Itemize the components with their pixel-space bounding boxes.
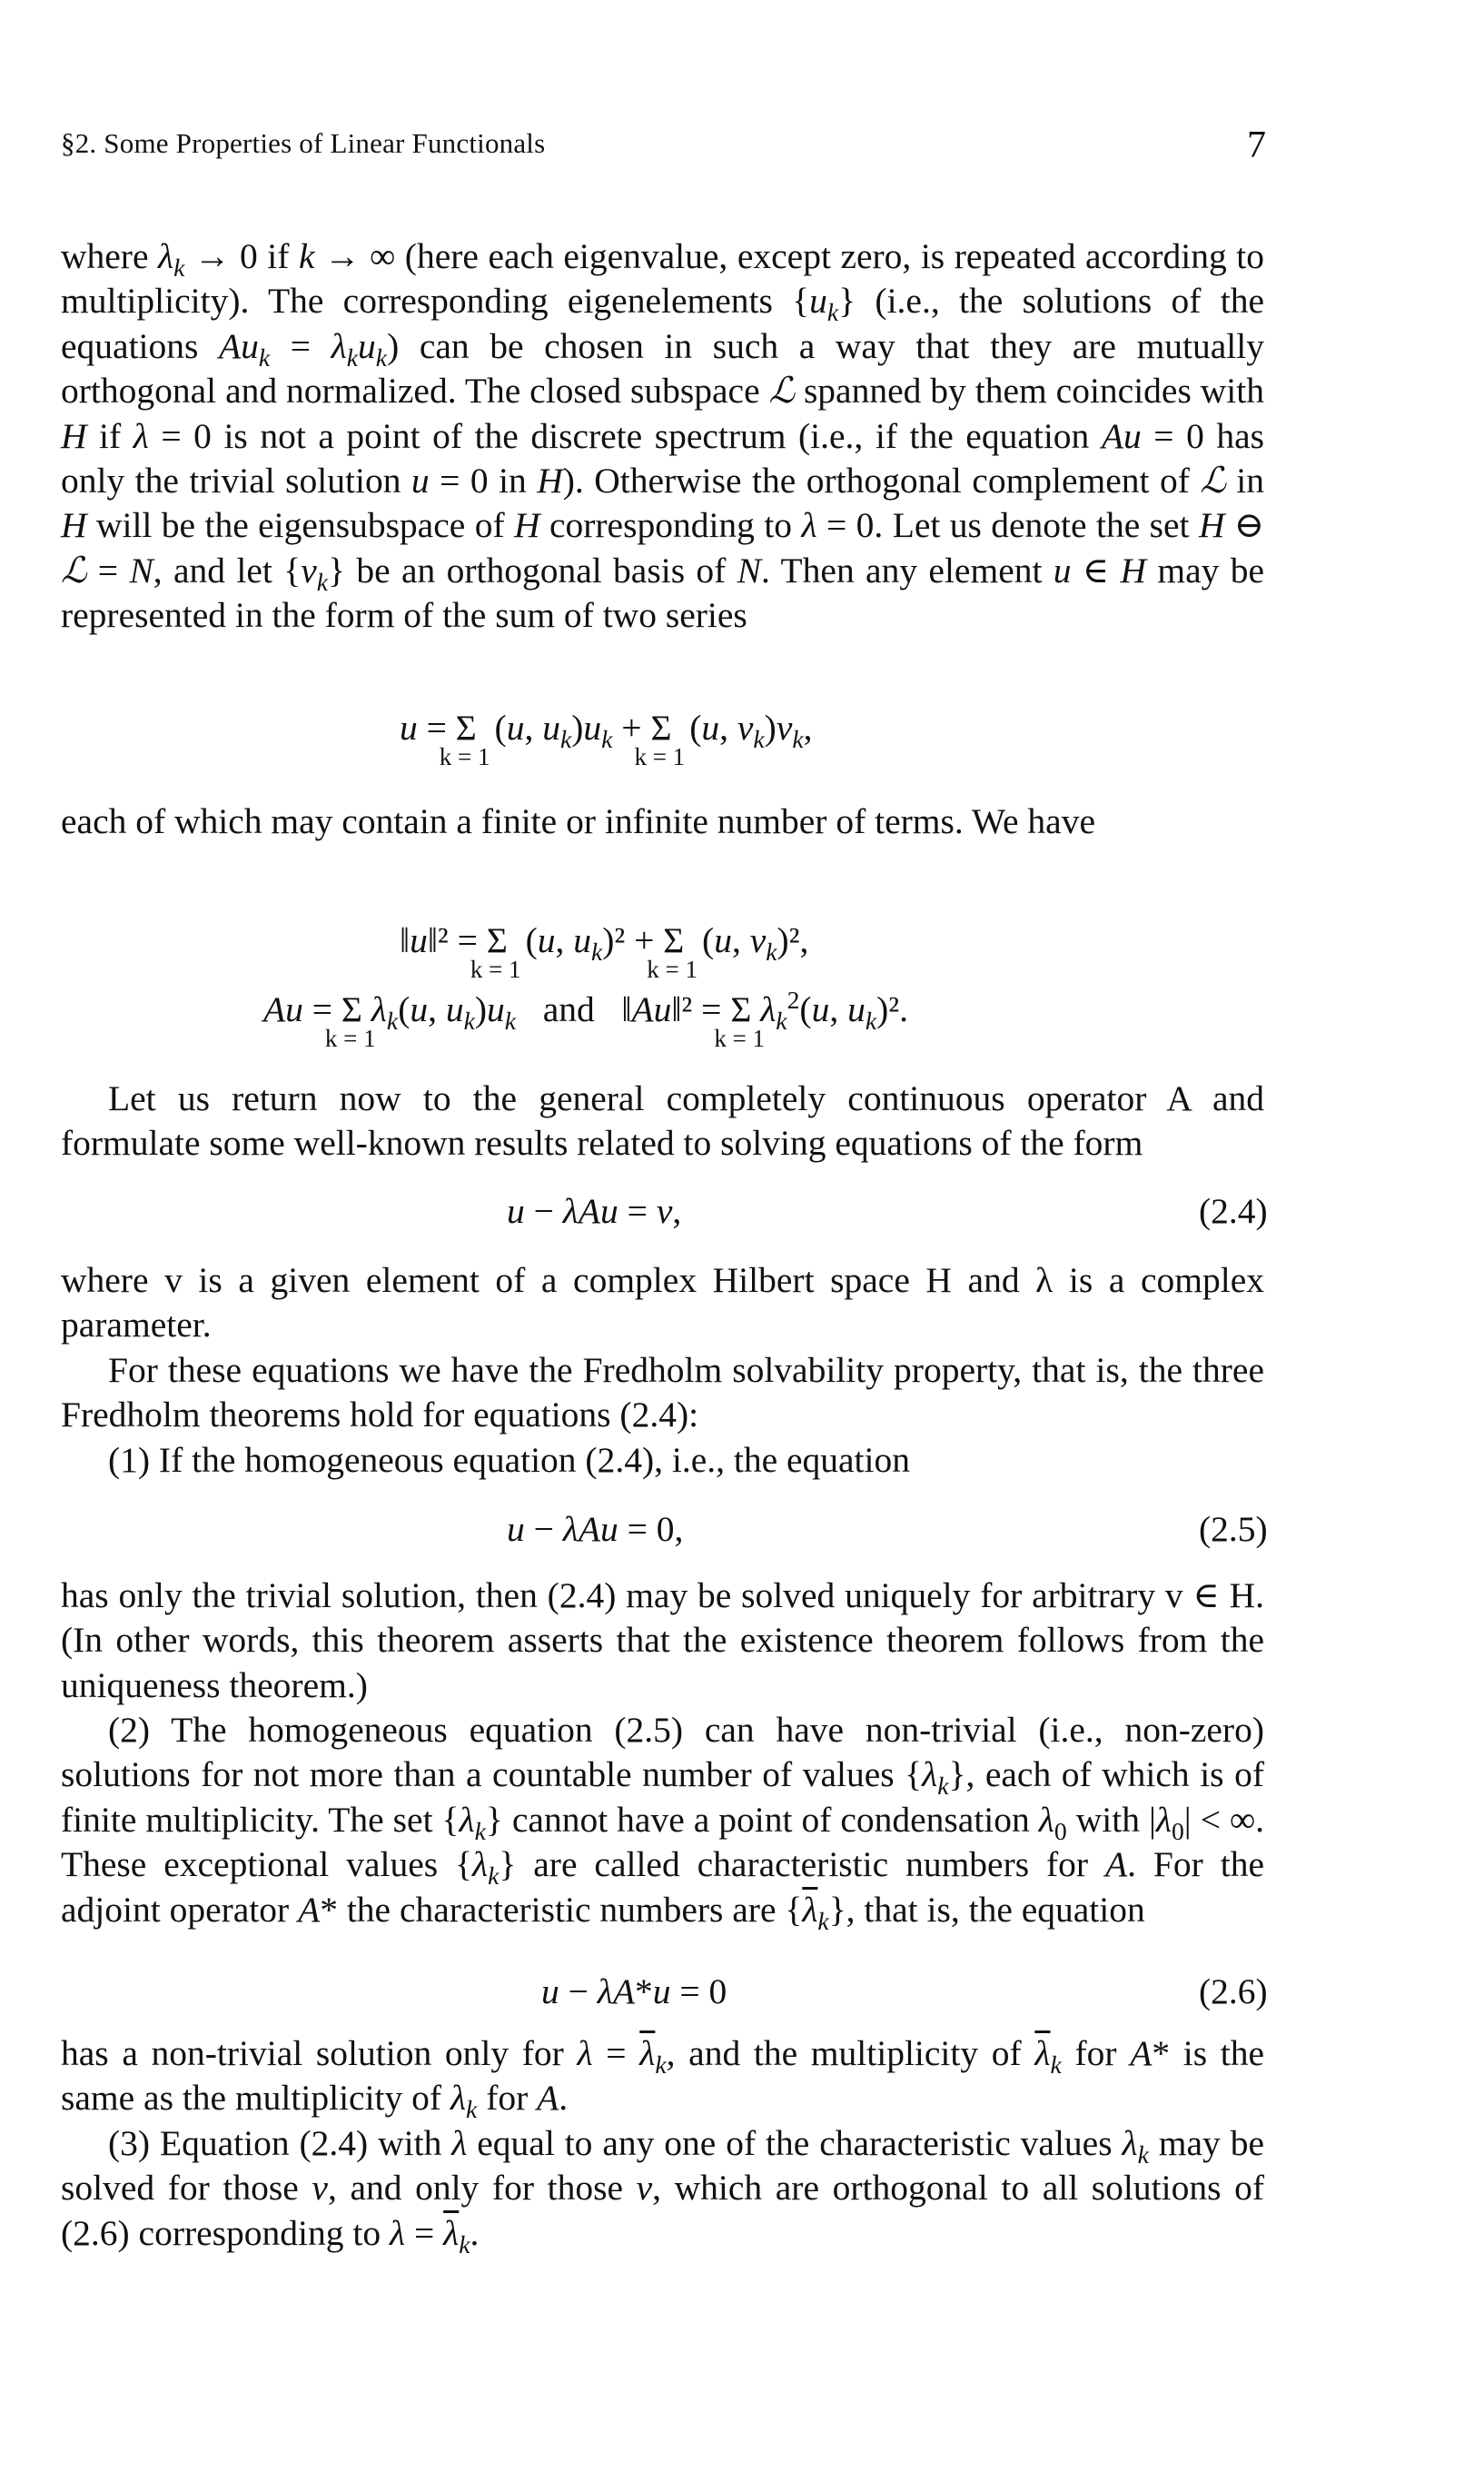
paragraph-theorem-2: (2) The homogeneous equation (2.5) can have non-trivial (i.e., non-zero) solutions for not more than a countable number of values $\{\lambda_k\}$, each of which is of finite multiplicity. The set $\{\lambda_k\}$ cannot have a point of condensation $\lambda_0$ with $|\lambda_0|$ < ∞. These exceptional values $\{\lambda_k\}$ are called characteristic numbers for A. For the adjoint operator A* the characteristic numbers are $\{\overline{\lambda}_k\}$, that is, the equation xyxy=(61,1710,1265,1935)
page-number: 7 xyxy=(1247,124,1266,166)
paragraph-eigenelements: where $\lambda_k \to 0$ if k → ∞ (here each eigenvalue, except zero, is repeated according to multiplicity). The corresponding eigenelements $\{u_k\}$ (i.e., the solutions of the equations $Au_k = \lambda_ku_k$) can be chosen in such a way that they are mutually orthogonal and normalized. The closed subspace ℒ spanned by them coincides with H if λ = 0 is not a point of the discrete spectrum (i.e., if the equation Au = 0 has only the trivial solution u = 0 in H). Otherwise the orthogonal complement of ℒ in H will be the eigensubspace of H corresponding to λ = 0. Let us denote the set H ⊖ ℒ = N, and let $\{v_k\}$ be an orthogonal basis of N. Then any element u ∈ H may be represented in the form of the sum of two series xyxy=(61,236,1265,636)
equation-norm: ‖u‖² = Σ k = 1 (u, $u_k)^2 + \Sigma$ k = 1 (u, $v_k)^2$, xyxy=(400,920,809,983)
paragraph-fredholm: For these equations we have the Fredholm solvability property, that is, the three Fredholm theorems hold for equations (2.4): xyxy=(61,1350,1264,1435)
paragraph-theorem-3: (3) Equation (2.4) with λ equal to any one of the characteristic values $\lambda_k$ may be solved for those v, and only for those v, which are orthogonal to all solutions of (2.6) corresponding to $\lambda = \overline{\lambda}_k$. xyxy=(61,2123,1264,2259)
equation-2-5: u − λAu = 0, xyxy=(507,1509,684,1549)
equation-number-2-5: (2.5) xyxy=(1199,1509,1268,1549)
paragraph-trivial-solution: has only the trivial solution, then (2.4) may be solved uniquely for arbitrary v ∈ H. (In other words, this theorem asserts that the existence theorem follows from the uniqueness theorem.) xyxy=(61,1575,1264,1705)
paragraph-theorem-1: (1) If the homogeneous equation (2.4), i.e., the equation xyxy=(108,1440,911,1480)
paragraph-we-have: each of which may contain a finite or infinite number of terms. We have xyxy=(61,801,1096,841)
running-head: §2. Some Properties of Linear Functionals xyxy=(61,127,546,159)
equation-au: Au = Σ k = 1 $\lambda_k(u$, $u_k)u_k$ and ‖Au‖² = Σ k = 1 $\lambda_k^2(u$, $u_k)^2$. xyxy=(263,985,908,1052)
equation-2-6: u − λA*u = 0 xyxy=(541,1971,727,2011)
equation-number-2-4: (2.4) xyxy=(1199,1191,1268,1231)
paragraph-hilbert-space: where v is a given element of a complex Hilbert space H and λ is a complex parameter. xyxy=(61,1260,1264,1345)
paragraph-general-operator: Let us return now to the general completely continuous operator A and formulate some well-known results related to solving equations of the form xyxy=(61,1078,1264,1164)
equation-2-4: u − λAu = v, xyxy=(507,1191,682,1231)
equation-series: u = Σ k = 1 (u, $u_k)u_k + \Sigma$ k = 1 (u, $v_k)v_k$, xyxy=(400,708,813,770)
equation-number-2-6: (2.6) xyxy=(1199,1971,1268,2011)
paragraph-adjoint-multiplicity: has a non-trivial solution only for $\lambda = \overline{\lambda}_k$, and the multiplicity of $\overline{\lambda}_k$ for A* is the same as the multiplicity of $\lambda_k$ for A. xyxy=(61,2033,1265,2124)
